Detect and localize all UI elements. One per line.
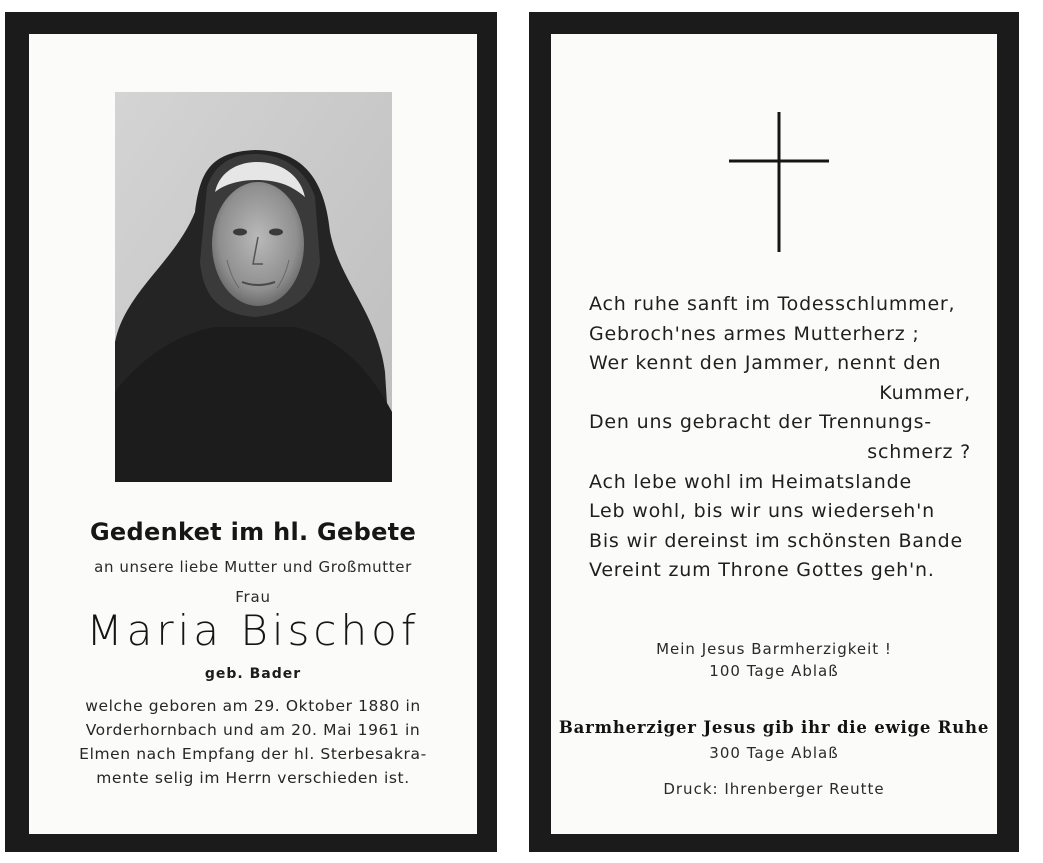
indulgence-text: 100 Tage Ablaß — [709, 662, 839, 680]
deceased-name: Maria Bischof — [86, 606, 420, 655]
poem-line: Wer kennt den Jammer, nennt den — [589, 352, 942, 375]
blackletter-prayer: Barmherziger Jesus gib ihr die ewige Ruhe — [558, 718, 990, 737]
poem-line: Ach lebe wohl im Heimatslande — [589, 470, 912, 493]
poem-line: Den uns gebracht der Trennungs- — [589, 411, 932, 434]
latin-cross-icon — [551, 34, 997, 274]
bio-line: Elmen nach Empfang der hl. Sterbesakra- — [79, 745, 427, 763]
prayer-text: Mein Jesus Barmherzigkeit ! — [656, 640, 892, 658]
portrait-photo — [115, 92, 392, 482]
poem-line: Bis wir dereinst im schönsten Bande — [589, 529, 963, 552]
card-heading: Gedenket im hl. Gebete — [89, 518, 417, 546]
printer-imprint: Druck: Ihrenberger Reutte — [663, 780, 885, 798]
short-prayer — [551, 638, 997, 682]
maiden-name: geb. Bader — [204, 666, 302, 682]
poem-line: Ach ruhe sanft im Todesschlummer, — [589, 293, 956, 315]
memorial-card-front — [5, 12, 497, 852]
indulgence-text-2: 300 Tage Ablaß — [709, 744, 839, 762]
card-back-paper — [551, 34, 997, 834]
poem-line: Vereint zum Throne Gottes geh'n. — [589, 559, 935, 582]
card-front-paper — [29, 34, 477, 834]
bio-line: welche geboren am 29. Oktober 1880 in — [85, 697, 421, 715]
poem-line: schmerz ? — [867, 440, 971, 463]
portrait-photo-drawing — [115, 92, 392, 482]
poem-line: Kummer, — [879, 381, 971, 404]
poem — [589, 290, 971, 586]
bio-line: mente selig im Herrn verschieden ist. — [96, 769, 410, 787]
poem-line: Gebroch'nes armes Mutterherz ; — [589, 322, 920, 345]
poem-line: Leb wohl, bis wir uns wiederseh'n — [589, 500, 935, 523]
card-subheading: an unsere liebe Mutter und Großmutter — [94, 558, 412, 576]
biography — [29, 694, 477, 790]
memorial-card-back — [529, 12, 1019, 852]
bio-line: Vorderhornbach und am 20. Mai 1961 in — [85, 721, 421, 739]
honorific: Frau — [235, 588, 271, 606]
